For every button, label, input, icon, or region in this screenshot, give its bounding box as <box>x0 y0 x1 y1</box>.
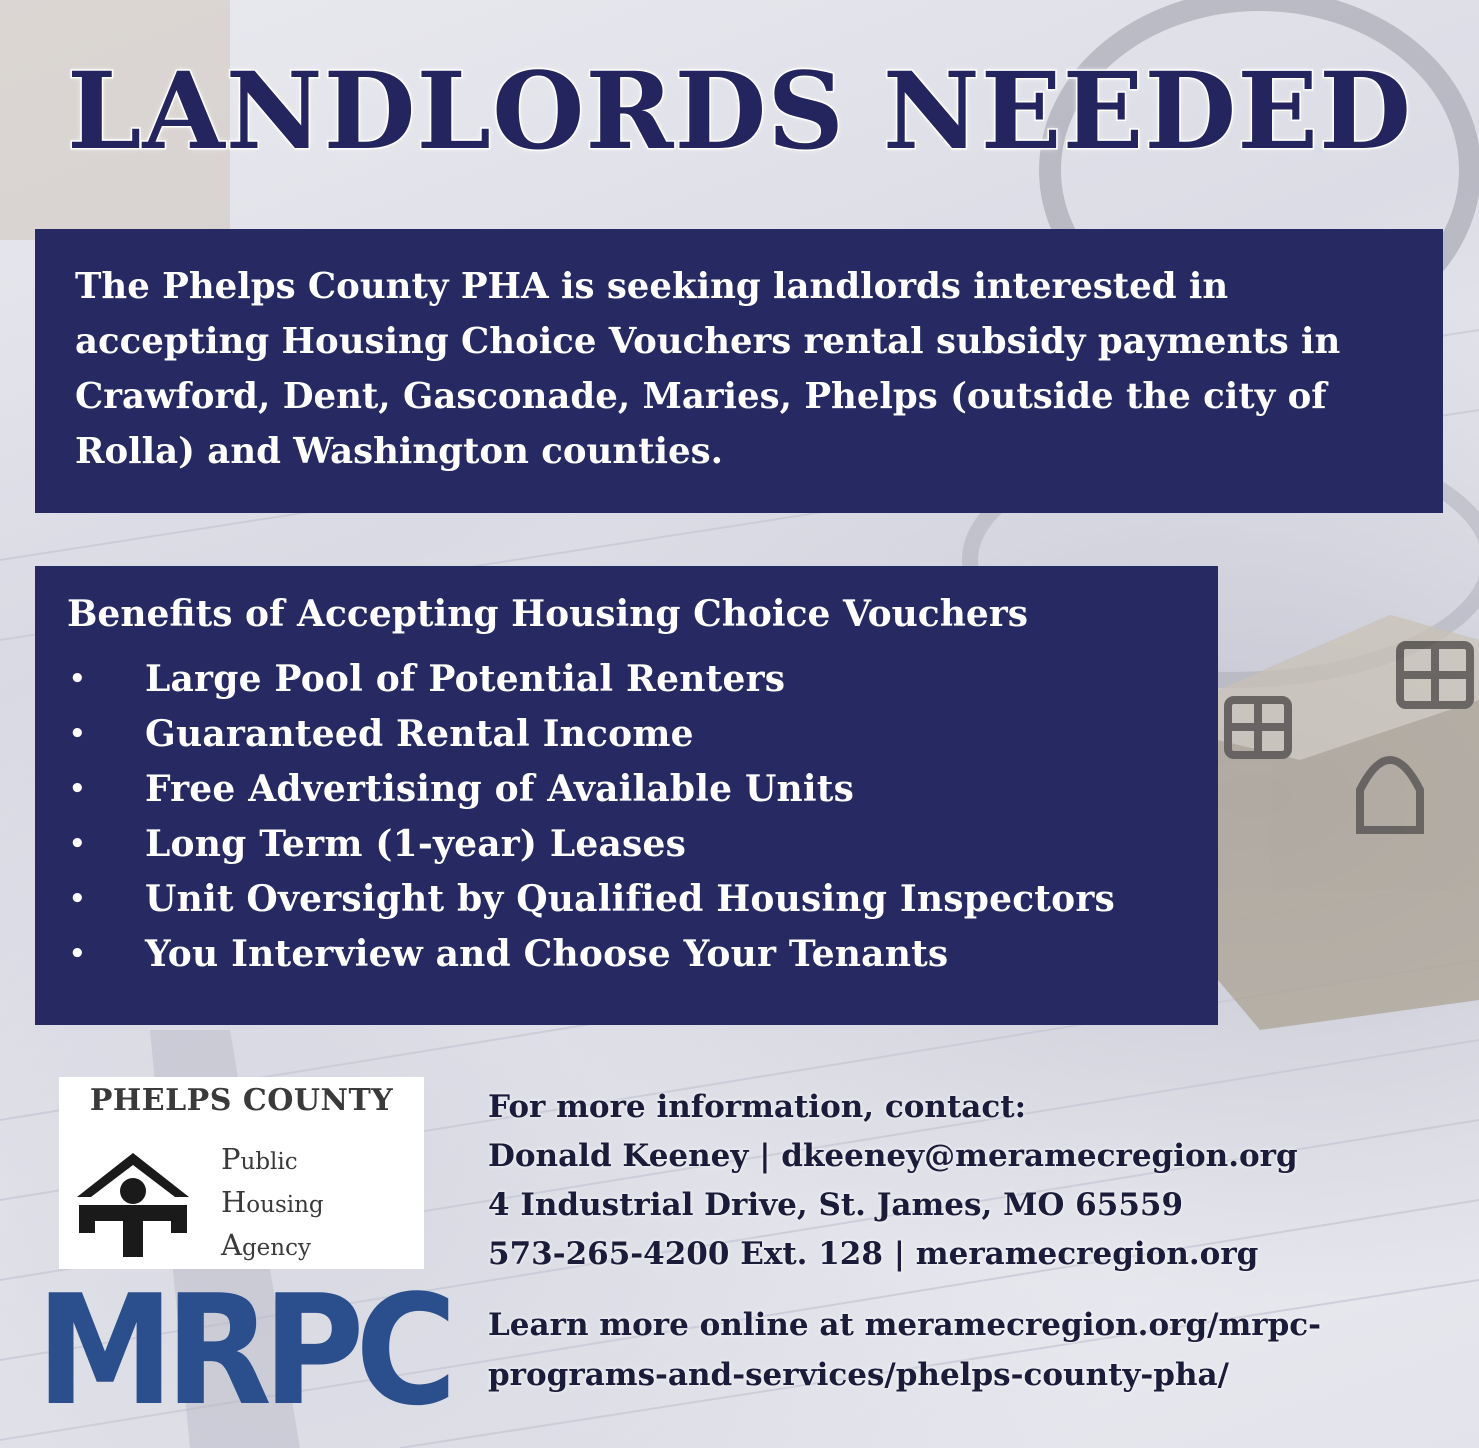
benefit-label: Large Pool of Potential Renters <box>145 658 786 700</box>
pha-logo-words <box>221 1139 324 1268</box>
list-item <box>67 817 1186 872</box>
benefit-label: You Interview and Choose Your Tenants <box>145 933 949 975</box>
benefit-label: Guaranteed Rental Income <box>145 713 694 755</box>
pha-logo-line-housing: Housing <box>221 1185 324 1219</box>
bullet-icon: • <box>69 774 86 804</box>
intro-text: The Phelps County PHA is seeking landlords interested in accepting Housing Choice Vouchers rental subsidy payments in Crawford, Dent, Gasconade, Maries, Phelps (outside the city of Rolla) and Washington counties. <box>75 266 1341 472</box>
learn-more-line-1: Learn more online at meramecregion.org/mrpc- <box>488 1307 1322 1343</box>
list-item <box>67 652 1186 707</box>
pha-logo-line-public: Public <box>221 1142 298 1176</box>
bullet-icon: • <box>69 829 86 859</box>
contact-block <box>488 1083 1458 1279</box>
contact-phone-web: 573-265-4200 Ext. 128 | meramecregion.org <box>488 1236 1259 1272</box>
benefit-label: Free Advertising of Available Units <box>145 768 855 810</box>
bullet-icon: • <box>69 719 86 749</box>
benefit-label: Long Term (1-year) Leases <box>145 823 687 865</box>
housing-agency-emblem-icon <box>77 1153 189 1257</box>
mrpc-logo-text: MRPC <box>36 1285 449 1415</box>
pha-logo-name: PHELPS COUNTY <box>89 1083 394 1118</box>
bullet-icon: • <box>69 664 86 694</box>
benefits-list <box>67 652 1186 982</box>
learn-more-block <box>488 1300 1458 1400</box>
benefit-label: Unit Oversight by Qualified Housing Inspectors <box>145 878 1115 920</box>
page-title: LANDLORDS NEEDED <box>66 48 1413 173</box>
intro-panel <box>35 229 1443 513</box>
bullet-icon: • <box>69 884 86 914</box>
learn-more-line-2: programs-and-services/phelps-county-pha/ <box>488 1357 1229 1393</box>
phelps-county-pha-logo <box>59 1077 424 1269</box>
list-item <box>67 872 1186 927</box>
benefits-panel <box>35 566 1218 1025</box>
benefits-heading: Benefits of Accepting Housing Choice Vouchers <box>67 593 1029 635</box>
bullet-icon: • <box>69 939 86 969</box>
pha-logo-line-agency: Agency <box>221 1228 311 1262</box>
mrpc-logo <box>36 1285 456 1415</box>
list-item <box>67 762 1186 817</box>
list-item <box>67 927 1186 982</box>
list-item <box>67 707 1186 762</box>
contact-heading: For more information, contact: <box>488 1089 1027 1125</box>
contact-name-email: Donald Keeney | dkeeney@meramecregion.org <box>488 1138 1298 1174</box>
contact-address: 4 Industrial Drive, St. James, MO 65559 <box>488 1187 1184 1223</box>
